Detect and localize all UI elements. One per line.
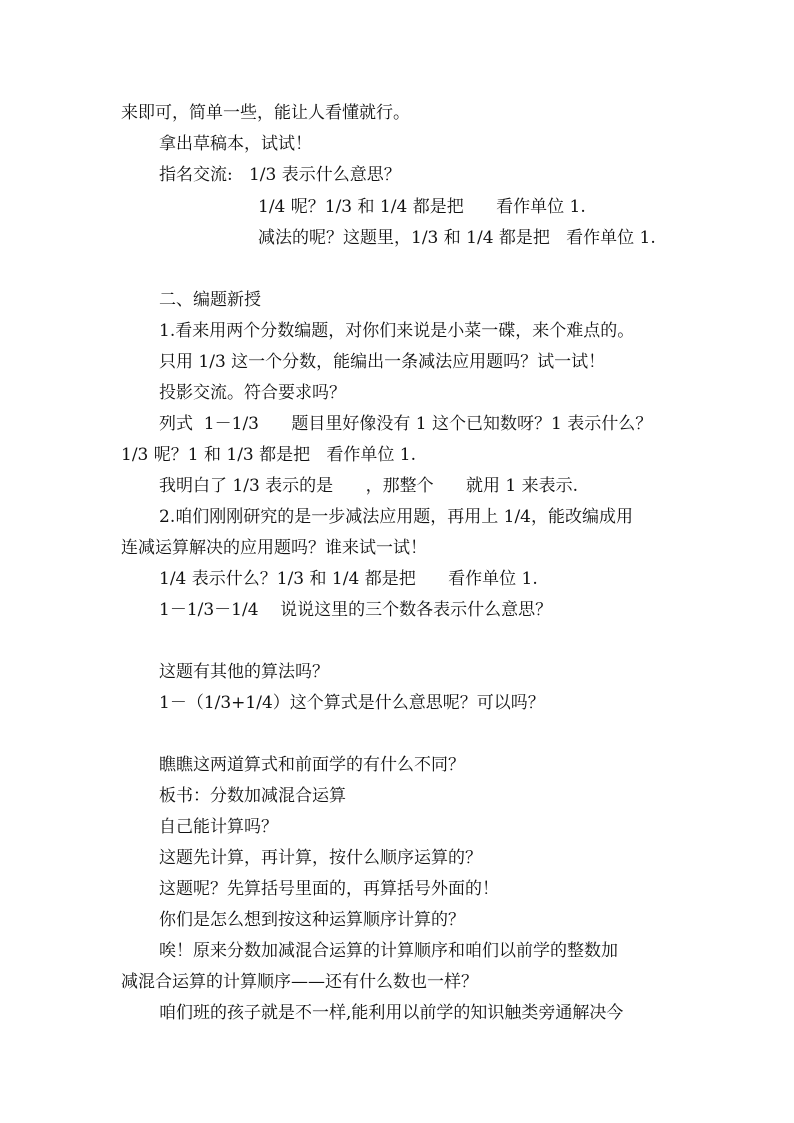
text-line: 拿出草稿本，试试！: [159, 134, 312, 154]
text-line: 1/4 呢？1/3 和 1/4 都是把 看作单位 1.: [258, 197, 586, 217]
text-line: 这题有其他的算法吗？: [159, 662, 329, 682]
text-line: 指名交流: 1/3 表示什么意思？: [159, 165, 401, 185]
text-line: 投影交流。符合要求吗？: [159, 383, 346, 403]
text-line: 这题呢？先算括号里面的，再算括号外面的！: [159, 879, 499, 899]
text-line: 我明白了 1/3 表示的是 ，那整个 就用 1 来表示.: [159, 476, 579, 496]
text-line: 1.看来用两个分数编题，对你们来说是小菜一碟，来个难点的。: [159, 321, 635, 341]
text-line: 减法的呢？这题里，1/3 和 1/4 都是把 看作单位 1.: [258, 228, 656, 248]
text-line: 1－（1/3+1/4）这个算式是什么意思呢？可以吗？: [159, 693, 545, 713]
text-line: 板书：分数加减混合运算: [159, 786, 346, 806]
text-line: 列式 1－1/3 题目里好像没有 1 这个已知数呀？1 表示什么？: [159, 414, 653, 434]
text-line: 这题先计算，再计算，按什么顺序运算的？: [159, 848, 482, 868]
text-line: 瞧瞧这两道算式和前面学的有什么不同？: [159, 755, 465, 775]
text-line: 2.咱们刚刚研究的是一步减法应用题，再用上 1/4，能改编成用: [159, 507, 633, 527]
text-line: 你们是怎么想到按这种运算顺序计算的？: [159, 910, 465, 930]
text-line: 唉！原来分数加减混合运算的计算顺序和咱们以前学的整数加: [159, 941, 618, 961]
text-line: 减混合运算的计算顺序——还有什么数也一样？: [121, 972, 478, 992]
text-line: 只用 1/3 这一个分数，能编出一条减法应用题吗？试一试！: [159, 352, 606, 372]
text-line: 自己能计算吗？: [159, 817, 278, 837]
text-line: 1/4 表示什么？1/3 和 1/4 都是把 看作单位 1.: [159, 569, 538, 589]
text-line: 1－1/3－1/4 说说这里的三个数各表示什么意思？: [159, 600, 553, 620]
text-line: 来即可，简单一些，能让人看懂就行。: [121, 103, 410, 123]
text-line: 1/3 呢？1 和 1/3 都是把 看作单位 1.: [121, 445, 416, 465]
text-line: 咱们班的孩子就是不一样,能利用以前学的知识触类旁通解决今: [159, 1003, 624, 1023]
section-heading: 二、编题新授: [159, 290, 261, 310]
text-line: 连减运算解决的应用题吗？谁来试一试！: [121, 538, 427, 558]
